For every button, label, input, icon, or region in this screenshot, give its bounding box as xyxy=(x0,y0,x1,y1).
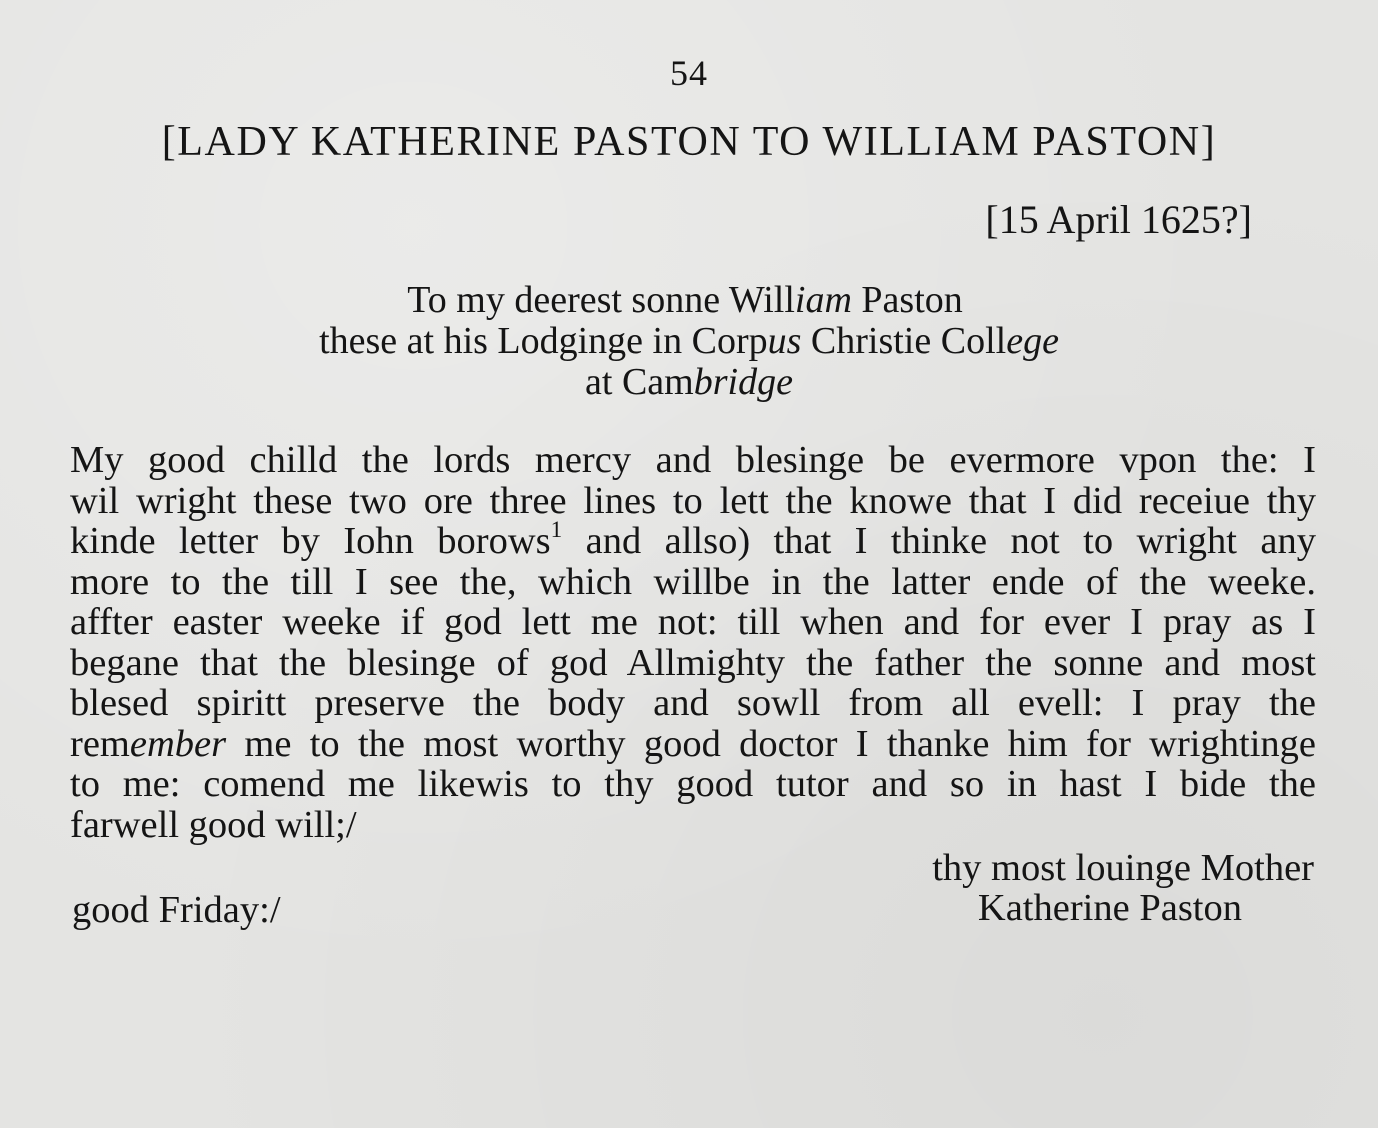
body-italic: ember xyxy=(129,722,227,765)
body-line: begane that the blesinge of god Allmighty the father the sonne and most xyxy=(70,641,1316,684)
address-text: Christie Coll xyxy=(801,320,1007,362)
body-text: rem xyxy=(70,722,130,765)
body-text: and allso) that I thinke not to wright any xyxy=(562,520,1316,562)
address-italic: us xyxy=(767,320,802,362)
body-line: to me: comend me likewis to thy good tutor and so in hast I bide the xyxy=(70,763,1316,805)
body-line: My good chilld the lords mercy and blesinge be evermore vpon the: I xyxy=(70,439,1316,481)
address-text: Paston xyxy=(851,279,963,321)
body-line: farwell good will;/ xyxy=(70,803,357,846)
address-line-2 xyxy=(0,321,1378,362)
body-line: affter easter weeke if god lett me not: till when and for ever I pray as I xyxy=(70,601,1316,643)
body-line: more to the till I see the, which willbe in the latter ende of the weeke. xyxy=(70,560,1316,603)
closing-signature: Katherine Paston xyxy=(977,887,1242,929)
body-line: blesed spiritt preserve the body and sowll from all evell: I pray the xyxy=(70,682,1316,724)
address-text: these at his Lodginge in Corp xyxy=(319,320,768,362)
body-text: kinde letter by Iohn borows xyxy=(70,520,551,562)
body-text: me to the most worthy good doctor I thanke him for wrightinge xyxy=(226,722,1316,765)
closing-signoff: thy most louinge Mother xyxy=(932,847,1314,889)
page-number: 54 xyxy=(670,53,708,93)
footnote-marker: 1 xyxy=(550,515,563,542)
address-line-3 xyxy=(0,362,1378,403)
address-text: at Cam xyxy=(585,361,694,403)
closing-day: good Friday:/ xyxy=(72,889,281,931)
address-text: To my deerest sonne Will xyxy=(407,279,795,321)
letter-address xyxy=(0,280,1378,403)
address-italic: bridge xyxy=(693,361,793,403)
body-line: wil wright these two ore three lines to lett the knowe that I did receiue thy xyxy=(70,479,1316,522)
letter-date: [15 April 1625?] xyxy=(985,197,1252,242)
body-line xyxy=(70,515,1316,562)
address-italic: ege xyxy=(1006,320,1059,362)
address-line-1 xyxy=(0,280,1378,321)
letter-heading: [LADY KATHERINE PASTON TO WILLIAM PASTON] xyxy=(161,119,1217,165)
letter-body xyxy=(70,440,1316,845)
address-italic: iam xyxy=(794,279,852,321)
body-line xyxy=(70,724,1316,765)
